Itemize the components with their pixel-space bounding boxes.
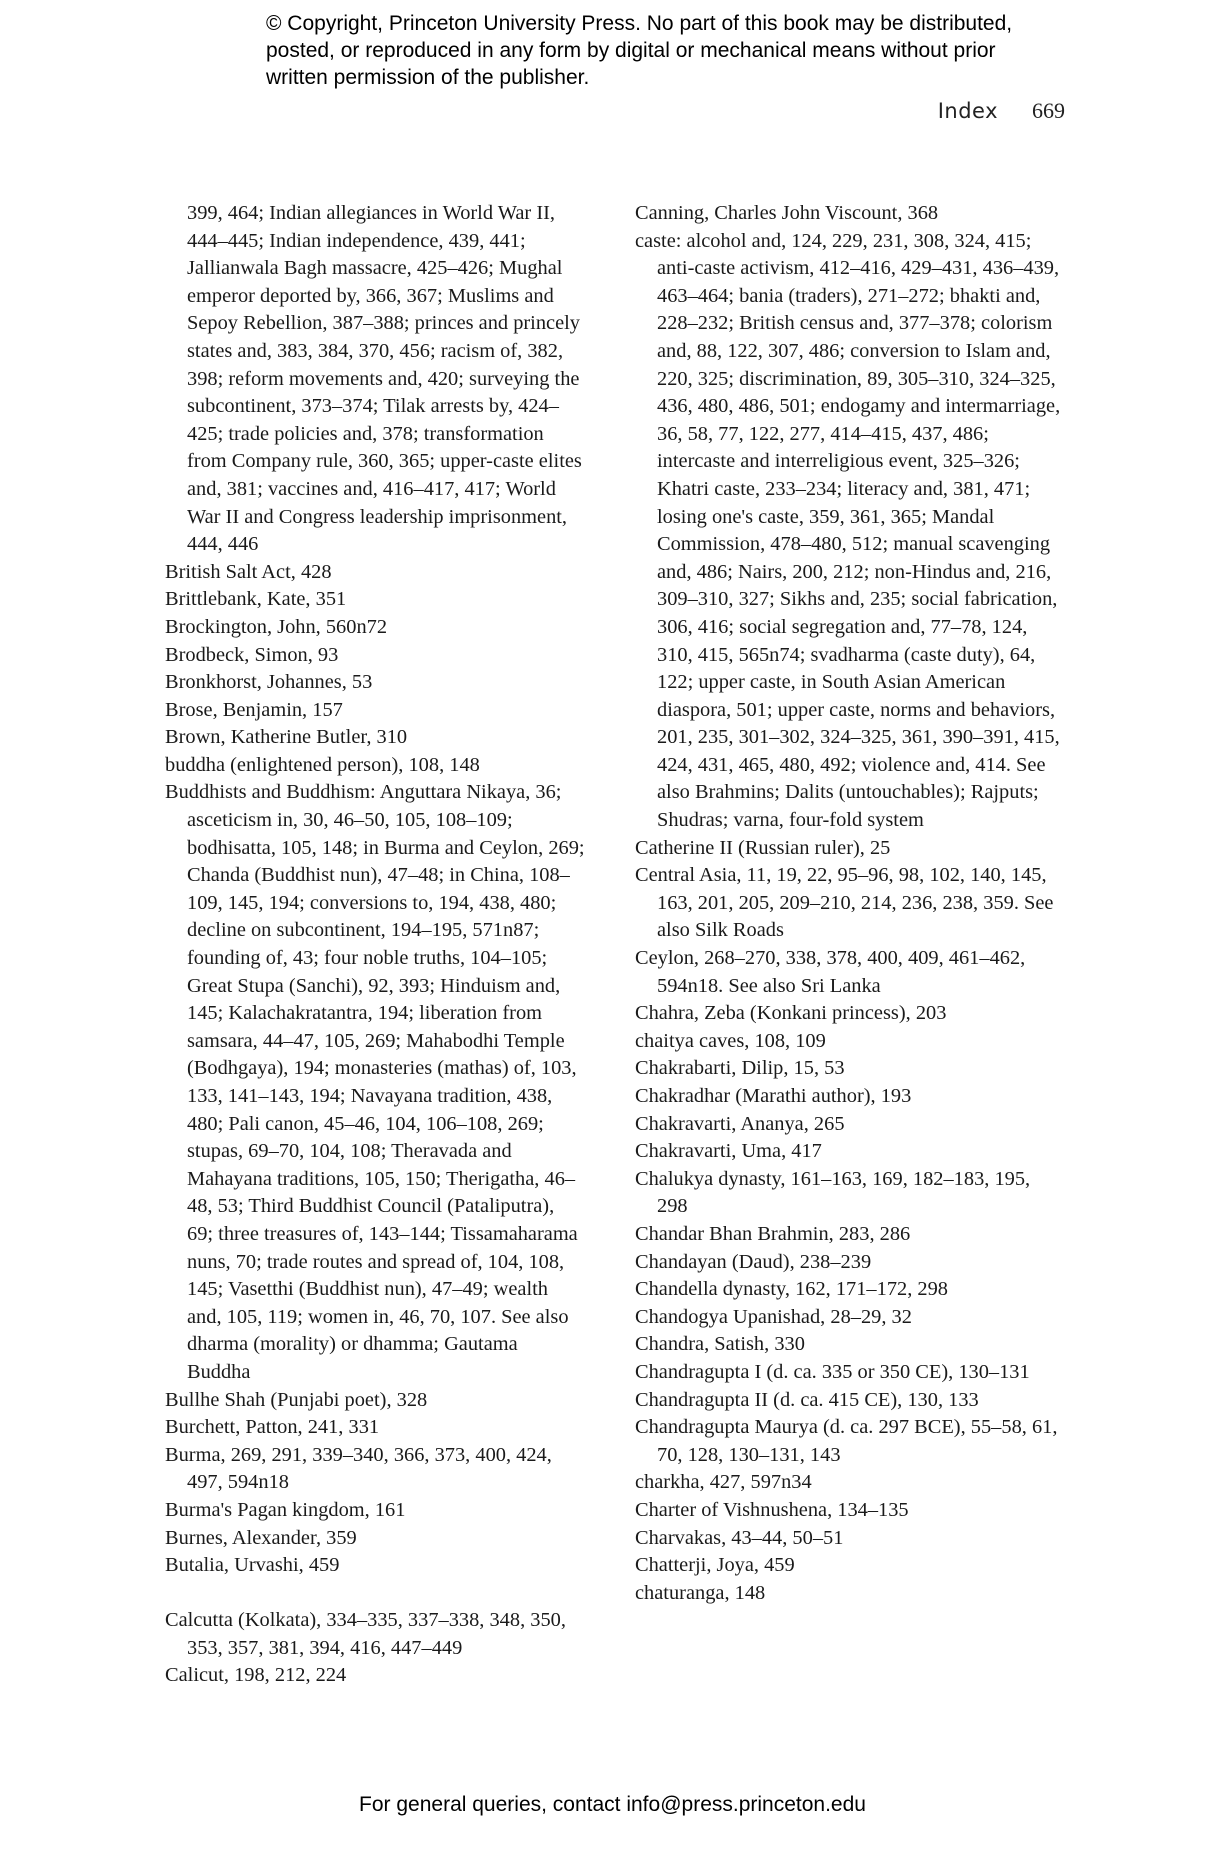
index-entry: Burma, 269, 291, 339–340, 366, 373, 400, 424, 497, 594n18	[165, 1443, 552, 1494]
index-entry: Chalukya dynasty, 161–163, 169, 182–183, 195, 298	[635, 1167, 1031, 1218]
index-entry: Catherine II (Russian ruler), 25	[635, 836, 891, 859]
index-entry: Brose, Benjamin, 157	[165, 698, 343, 721]
index-entry: caste: alcohol and, 124, 229, 231, 308, 324, 415; anti-caste activism, 412–416, 429–431, 436–439, 463–464; bania (traders), 271–272; bhakti and, 228–232; British census and, 377–378; colorism and, 88, 122, 307, 486; conversion to Islam and, 220, 325; discrimination, 89, 305–310, 324–325, 436, 480, 486, 501; endogamy and intermarriage, 36, 58, 77, 122, 277, 414–415, 437, 486; intercaste and interreligious event, 325–326; Khatri caste, 233–234; literacy and, 381, 471; losing one's caste, 359, 361, 365; Mandal Commission, 478–480, 512; manual scavenging and, 486; Nairs, 200, 212; non-Hindus and, 216, 309–310, 327; Sikhs and, 235; social fabrication, 306, 416; social segregation and, 77–78, 124, 310, 415, 565n74; svadharma (caste duty), 64, 122; upper caste, in South Asian American diaspora, 501; upper caste, norms and behaviors, 201, 235, 301–302, 324–325, 361, 390–391, 415, 424, 431, 465, 480, 492; violence and, 414. See also Brahmins; Dalits (untouchables); Rajputs; Shudras; varna, four-fold system	[635, 229, 1061, 832]
index-entry: chaitya caves, 108, 109	[635, 1029, 826, 1052]
index-entry: buddha (enlightened person), 108, 148	[165, 753, 480, 776]
index-entry: Bullhe Shah (Punjabi poet), 328	[165, 1388, 428, 1411]
section-title: Index	[937, 99, 998, 123]
index-entry: Brown, Katherine Butler, 310	[165, 726, 408, 749]
page-number: 669	[1032, 98, 1065, 123]
index-entry: Chandra, Satish, 330	[635, 1333, 805, 1356]
index-entry: Chandragupta Maurya (d. ca. 297 BCE), 55–58, 61, 70, 128, 130–131, 143	[635, 1416, 1058, 1466]
index-entry: Butalia, Urvashi, 459	[165, 1554, 340, 1577]
index-entry: Charter of Vishnushena, 134–135	[635, 1498, 909, 1521]
index-entry: Ceylon, 268–270, 338, 378, 400, 409, 461–462, 594n18. See also Sri Lanka	[635, 947, 1026, 997]
index-entry: Central Asia, 11, 19, 22, 95–96, 98, 102, 140, 145, 163, 201, 205, 209–210, 214, 236, 238, 359. See also Silk Roads	[635, 864, 1054, 942]
index-entry: Buddhists and Buddhism: Anguttara Nikaya, 36; asceticism in, 30, 46–50, 105, 108–109; bodhisatta, 105, 148; in Burma and Ceylon, 269; Chanda (Buddhist nun), 47–48; in China, 108–109, 145, 194; conversions to, 194, 438, 480; decline on subcontinent, 194–195, 571n87; founding of, 43; four noble truths, 104–105; Great Stupa (Sanchi), 92, 393; Hinduism and, 145; Kalachakratantra, 194; liberation from samsara, 44–47, 105, 269; Mahabodhi Temple (Bodhgaya), 194; monasteries (mathas) of, 103, 133, 141–143, 194; Navayana tradition, 438, 480; Pali canon, 45–46, 104, 106–108, 269; stupas, 69–70, 104, 108; Theravada and Mahayana traditions, 105, 150; Therigatha, 46–48, 53; Third Buddhist Council (Pataliputra), 69; three treasures of, 143–144; Tissamaharama nuns, 70; trade routes and spread of, 104, 108, 145; Vasetthi (Buddhist nun), 47–49; wealth and, 105, 119; women in, 46, 70, 107. See also dharma (morality) or dhamma; Gautama Buddha	[165, 781, 585, 1383]
index-entry: Chakravarti, Ananya, 265	[635, 1112, 845, 1135]
copyright-notice: © Copyright, Princeton University Press. No part of this book may be distributed, posted, or reproduced in any form by digital or mechanical means without prior written permission of the publisher.	[266, 12, 1013, 89]
index-entry: Bronkhorst, Johannes, 53	[165, 671, 373, 694]
index-entry: Chakradhar (Marathi author), 193	[635, 1085, 912, 1107]
index-entry: Chahra, Zeba (Konkani princess), 203	[635, 1002, 947, 1025]
index-entry: Chandragupta II (d. ca. 415 CE), 130, 133	[635, 1388, 979, 1411]
index-entry: Chandayan (Daud), 238–239	[635, 1250, 872, 1273]
index-entry: Chatterji, Joya, 459	[635, 1554, 795, 1577]
footer-contact: For general queries, contact info@press.princeton.edu	[359, 1793, 866, 1816]
index-entry: chaturanga, 148	[635, 1581, 766, 1604]
index-column-left	[165, 200, 585, 1690]
index-entry: Brodbeck, Simon, 93	[165, 643, 339, 666]
index-entry: Calcutta (Kolkata), 334–335, 337–338, 348, 350, 353, 357, 381, 394, 416, 447–449	[165, 1609, 566, 1659]
index-column-right	[635, 200, 1065, 1607]
index-entry: Brittlebank, Kate, 351	[165, 588, 347, 611]
index-entry: Burma's Pagan kingdom, 161	[165, 1498, 406, 1521]
index-entry: Chandar Bhan Brahmin, 283, 286	[635, 1222, 911, 1245]
index-entry: Canning, Charles John Viscount, 368	[635, 202, 939, 224]
index-entry: Chandogya Upanishad, 28–29, 32	[635, 1305, 912, 1328]
index-entry: Chakrabarti, Dilip, 15, 53	[635, 1057, 845, 1080]
index-entry: Brockington, John, 560n72	[165, 615, 388, 638]
index-entry: 399, 464; Indian allegiances in World War II, 444–445; Indian independence, 439, 441; Jallianwala Bagh massacre, 425–426; Mughal emperor deported by, 366, 367; Muslims and Sepoy Rebellion, 387–388; princes and princely states and, 383, 384, 370, 456; racism of, 382, 398; reform movements and, 420; surveying the subcontinent, 373–374; Tilak arrests by, 424–425; trade policies and, 378; transformation from Company rule, 360, 365; upper-caste elites and, 381; vaccines and, 416–417, 417; World War II and Congress leadership imprisonment, 444, 446	[187, 202, 582, 556]
running-head	[938, 98, 1065, 124]
index-entry: Burnes, Alexander, 359	[165, 1526, 357, 1549]
index-entry: Chandella dynasty, 162, 171–172, 298	[635, 1278, 948, 1301]
index-entry: Charvakas, 43–44, 50–51	[635, 1526, 844, 1549]
index-entry: Calicut, 198, 212, 224	[165, 1664, 347, 1687]
index-entry: Chakravarti, Uma, 417	[635, 1140, 822, 1163]
index-entry: charkha, 427, 597n34	[635, 1471, 812, 1494]
index-entry: British Salt Act, 428	[165, 560, 332, 583]
index-entry: Burchett, Patton, 241, 331	[165, 1416, 380, 1439]
index-entry: Chandragupta I (d. ca. 335 or 350 CE), 130–131	[635, 1360, 1030, 1383]
